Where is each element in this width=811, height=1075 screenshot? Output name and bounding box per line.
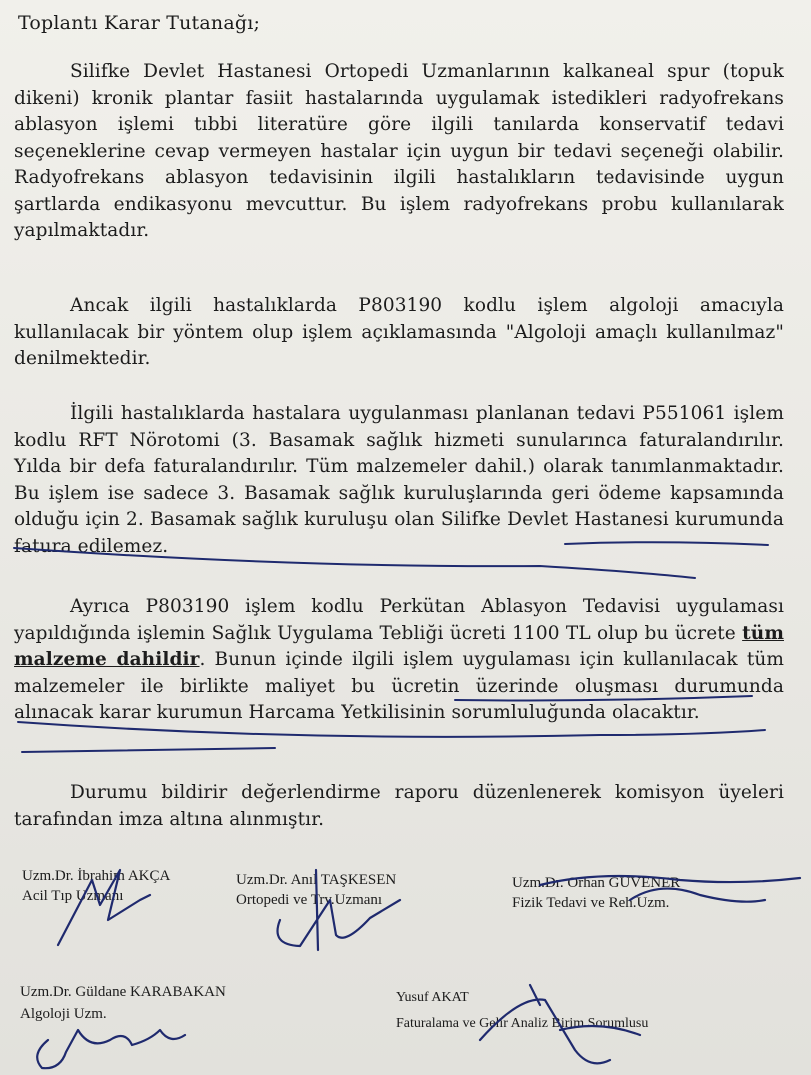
paragraph-4-emphasis: tüm malzeme dahildir (14, 622, 784, 670)
paragraph-5 (14, 780, 784, 833)
paragraph-4-text-after: . Bunun içinde ilgili işlem uygulaması için kullanılacak tüm malzemeler ile birlikte maliyet bu ücretin üzerinde oluşması durumunda alınacak karar kurumun Harcama Yetkilisinin sorumluluğunda olacaktır. (14, 649, 785, 723)
paragraph-1-text: Silifke Devlet Hastanesi Ortopedi Uzmanlarının kalkaneal spur (topuk dikeni) kronik plantar fasiit hastalarında uygulamak istedikleri radyofrekans ablasyon işlemi tıbbi literatüre göre ilgili tanılarda konservatif tedavi seçeneklerine cevap vermeyen hastalar için uygun bir tedavi seçeneği olabilir. Radyofrekans ablasyon tedavisinin ilgili hastalıkların tedavisinde uygun şartlarda endikasyonu mevcuttur. Bu işlem radyofrekans probu kullanılarak yapılmaktadır. (14, 61, 784, 241)
paragraph-1 (14, 59, 784, 245)
underline-sorumlulugunda (22, 748, 275, 752)
paragraph-5-text: Durumu bildirir değerlendirme raporu düzenlenerek komisyon üyeleri tarafından imza altına alınmıştır. (14, 782, 784, 830)
signatory-1-role: Acil Tıp Uzmanı (22, 888, 124, 904)
paragraph-3 (14, 401, 784, 560)
paragraph-3-text: İlgili hastalıklarda hastalara uygulanması planlanan tedavi P551061 işlem kodlu RFT Nörotomi (3. Basamak sağlık hizmeti sunularınca faturalandırılır. Yılda bir defa faturalandırılır. Tüm malzemeler dahil.) olarak tanımlanmaktadır. Bu işlem ise sadece 3. Basamak sağlık kuruluşlarında geri ödeme kapsamında olduğu için 2. Basamak sağlık kuruluşu olan Silifke Devlet Hastanesi kurumunda fatura edilemez. (14, 403, 784, 557)
signatory-5 (396, 988, 648, 1034)
signatory-3 (512, 873, 680, 913)
paragraph-4 (14, 594, 784, 727)
signatory-2 (236, 870, 396, 910)
signatory-4-name: Uzm.Dr. Güldane KARABAKAN (20, 984, 226, 1000)
document-title: Toplantı Karar Tutanağı; (18, 12, 261, 34)
signatory-5-role: Faturalama ve Gelir Analiz Birim Sorumlusu (396, 1016, 649, 1031)
paragraph-2 (14, 293, 784, 373)
paragraph-4-text-before: Ayrıca P803190 işlem kodlu Perkütan Ablasyon Tedavisi uygulaması yapıldığında işlemin Sağlık Uygulama Tebliği ücreti 1100 TL olup bu ücrete (14, 596, 784, 644)
paragraph-2-text: Ancak ilgili hastalıklarda P803190 kodlu işlem algoloji amacıyla kullanılacak bir yöntem olup işlem açıklamasında "Algoloji amaçlı kullanılmaz" denilmektedir. (14, 295, 784, 369)
signatory-5-name: Yusuf AKAT (396, 990, 469, 1005)
signatory-4 (20, 982, 226, 1024)
signatory-1 (22, 866, 170, 906)
signatory-3-role: Fizik Tedavi ve Reh.Uzm. (512, 895, 670, 911)
signatory-4-role: Algoloji Uzm. (20, 1006, 107, 1022)
signatory-1-name: Uzm.Dr. İbrahim AKÇA (22, 868, 171, 884)
signatory-2-name: Uzm.Dr. Anıl TAŞKESEN (236, 872, 397, 888)
signature-karabakan-icon (37, 1030, 185, 1068)
signatory-2-role: Ortopedi ve Trv.Uzmanı (236, 892, 383, 908)
signatory-3-name: Uzm.Dr. Orhan GÜVENER (512, 875, 681, 891)
